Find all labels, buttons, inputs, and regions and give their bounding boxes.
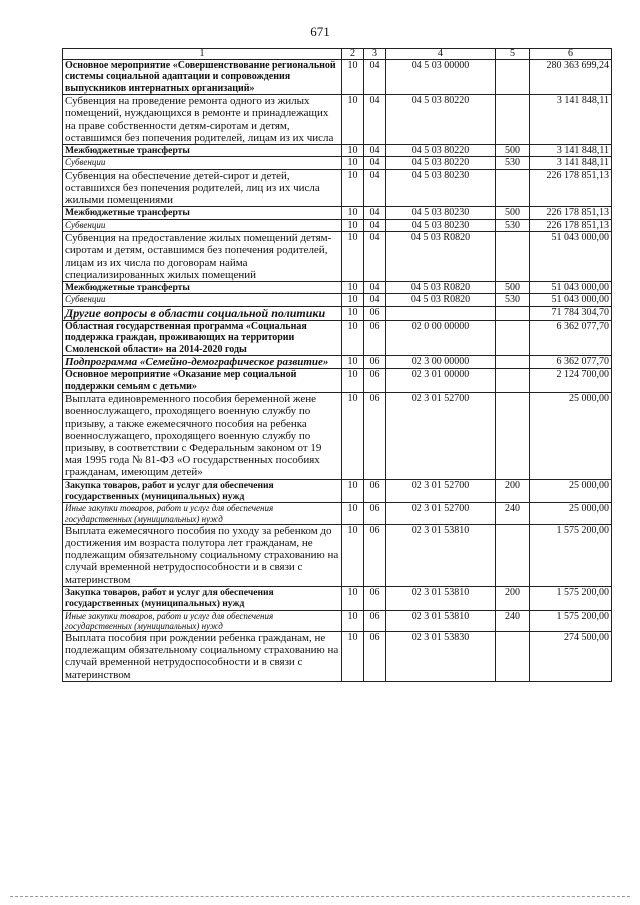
row-name: Другие вопросы в области социальной политики [63, 306, 342, 320]
row-subsection: 06 [364, 632, 386, 682]
row-expense-type [496, 632, 530, 682]
row-section: 10 [342, 610, 364, 631]
header-col-amount: 6 [530, 49, 612, 60]
table-row [63, 369, 612, 393]
row-amount: 280 363 699,24 [530, 60, 612, 95]
row-target-code: 02 3 01 53830 [386, 632, 496, 682]
header-col-expense-type: 5 [496, 49, 530, 60]
row-amount: 25 000,00 [530, 503, 612, 524]
row-name: Основное мероприятие «Совершенствование региональной системы социальной адаптации и сопровождения выпускников интернатных организаций» [63, 60, 342, 95]
row-target-code: 02 3 01 53810 [386, 610, 496, 631]
row-name: Межбюджетные трансферты [63, 282, 342, 294]
row-subsection: 06 [364, 524, 386, 586]
table-row [63, 632, 612, 682]
row-name: Выплата единовременного пособия беременной жене военнослужащего, проходящего военную службу по призыву, а также ежемесячного пособия на ребенка военнослужащего, проходящего военную службу по призыву, в соответствии с Федеральным законом от 19 мая 1995 года № 81-ФЗ «О государственных пособиях гражданам, имеющим детей» [63, 393, 342, 479]
row-name: Областная государственная программа «Социальная поддержка граждан, проживающих на территории Смоленской области» на 2014-2020 годы [63, 320, 342, 355]
row-target-code: 02 3 01 52700 [386, 393, 496, 479]
row-subsection: 04 [364, 232, 386, 282]
row-amount: 226 178 851,13 [530, 169, 612, 207]
budget-table [62, 48, 612, 682]
row-target-code: 02 3 01 52700 [386, 503, 496, 524]
row-amount: 25 000,00 [530, 393, 612, 479]
table-row [63, 306, 612, 320]
row-amount: 3 141 848,11 [530, 157, 612, 169]
row-section: 10 [342, 632, 364, 682]
row-name: Субвенция на проведение ремонта одного из жилых помещений, нуждающихся в ремонте и принадлежащих на праве собственности детям-сиротам и детям, оставшимся без попечения родителей, лицам из их числа [63, 95, 342, 145]
table-row [63, 294, 612, 306]
row-target-code: 04 5 03 00000 [386, 60, 496, 95]
row-section: 10 [342, 356, 364, 369]
row-target-code: 04 5 03 80230 [386, 207, 496, 219]
row-subsection: 04 [364, 145, 386, 157]
row-amount: 1 575 200,00 [530, 586, 612, 610]
row-section: 10 [342, 320, 364, 355]
row-section: 10 [342, 586, 364, 610]
table-row [63, 145, 612, 157]
row-name: Субвенции [63, 219, 342, 231]
table-row [63, 356, 612, 369]
table-row [63, 393, 612, 479]
row-name: Субвенция на обеспечение детей-сирот и детей, оставшихся без попечения родителей, лиц из их числа жилыми помещениями [63, 169, 342, 207]
row-section: 10 [342, 145, 364, 157]
table-body [63, 60, 612, 682]
table-row [63, 503, 612, 524]
table-row [63, 232, 612, 282]
row-amount: 25 000,00 [530, 479, 612, 503]
row-expense-type [496, 95, 530, 145]
table-row [63, 157, 612, 169]
row-expense-type [496, 393, 530, 479]
row-subsection: 04 [364, 207, 386, 219]
table-row [63, 586, 612, 610]
row-target-code: 02 3 00 00000 [386, 356, 496, 369]
row-target-code: 04 5 03 R0820 [386, 294, 496, 306]
row-expense-type: 530 [496, 294, 530, 306]
row-expense-type [496, 369, 530, 393]
row-name: Подпрограмма «Семейно-демографическое развитие» [63, 356, 342, 369]
row-amount: 3 141 848,11 [530, 145, 612, 157]
row-subsection: 04 [364, 282, 386, 294]
row-name: Основное мероприятие «Оказание мер социальной поддержки семьям с детьми» [63, 369, 342, 393]
row-expense-type [496, 356, 530, 369]
row-section: 10 [342, 60, 364, 95]
row-subsection: 06 [364, 356, 386, 369]
row-subsection: 06 [364, 586, 386, 610]
page-number: 671 [310, 24, 330, 39]
row-expense-type [496, 232, 530, 282]
row-expense-type: 500 [496, 282, 530, 294]
row-expense-type: 530 [496, 219, 530, 231]
table-row [63, 60, 612, 95]
row-name: Иные закупки товаров, работ и услуг для обеспечения государственных (муниципальных) нужд [63, 610, 342, 631]
row-amount: 3 141 848,11 [530, 95, 612, 145]
table-row [63, 207, 612, 219]
row-expense-type [496, 169, 530, 207]
row-section: 10 [342, 157, 364, 169]
row-subsection: 06 [364, 479, 386, 503]
row-subsection: 04 [364, 60, 386, 95]
row-expense-type: 530 [496, 157, 530, 169]
row-name: Иные закупки товаров, работ и услуг для обеспечения государственных (муниципальных) нужд [63, 503, 342, 524]
row-expense-type [496, 524, 530, 586]
row-target-code: 02 3 01 53810 [386, 586, 496, 610]
row-amount: 51 043 000,00 [530, 294, 612, 306]
row-section: 10 [342, 219, 364, 231]
row-target-code: 02 3 01 52700 [386, 479, 496, 503]
row-target-code: 02 3 01 53810 [386, 524, 496, 586]
page-bottom-edge [10, 896, 630, 897]
row-expense-type [496, 60, 530, 95]
row-subsection: 04 [364, 157, 386, 169]
row-target-code [386, 306, 496, 320]
row-amount: 226 178 851,13 [530, 207, 612, 219]
row-name: Выплата ежемесячного пособия по уходу за ребенком до достижения им возраста полутора лет гражданам, не подлежащим обязательному социальному страхованию на случай временной нетрудоспособности и в связи с материнством [63, 524, 342, 586]
row-amount: 51 043 000,00 [530, 282, 612, 294]
row-amount: 1 575 200,00 [530, 610, 612, 631]
row-target-code: 04 5 03 80220 [386, 145, 496, 157]
row-expense-type: 500 [496, 207, 530, 219]
header-col-section: 2 [342, 49, 364, 60]
row-subsection: 04 [364, 95, 386, 145]
row-expense-type [496, 320, 530, 355]
row-amount: 1 575 200,00 [530, 524, 612, 586]
table-header-row [63, 49, 612, 60]
row-subsection: 06 [364, 610, 386, 631]
row-name: Выплата пособия при рождении ребенка гражданам, не подлежащим обязательному социальному страхованию на случай временной нетрудоспособности и в связи с материнством [63, 632, 342, 682]
row-target-code: 04 5 03 80230 [386, 219, 496, 231]
row-section: 10 [342, 207, 364, 219]
row-amount: 226 178 851,13 [530, 219, 612, 231]
row-name: Субвенция на предоставление жилых помещений детям-сиротам и детям, оставшимся без попечения родителей, лицам из их числа по договорам найма специализированных жилых помещений [63, 232, 342, 282]
row-subsection: 06 [364, 320, 386, 355]
row-name: Межбюджетные трансферты [63, 145, 342, 157]
row-subsection: 06 [364, 393, 386, 479]
row-expense-type: 200 [496, 586, 530, 610]
row-section: 10 [342, 479, 364, 503]
row-subsection: 06 [364, 503, 386, 524]
header-col-target-code: 4 [386, 49, 496, 60]
row-subsection: 04 [364, 169, 386, 207]
header-col-name: 1 [63, 49, 342, 60]
row-subsection: 04 [364, 294, 386, 306]
row-amount: 6 362 077,70 [530, 356, 612, 369]
row-name: Закупка товаров, работ и услуг для обеспечения государственных (муниципальных) нужд [63, 479, 342, 503]
row-section: 10 [342, 524, 364, 586]
row-section: 10 [342, 232, 364, 282]
row-section: 10 [342, 169, 364, 207]
table-row [63, 169, 612, 207]
row-amount: 6 362 077,70 [530, 320, 612, 355]
table-row [63, 320, 612, 355]
row-target-code: 04 5 03 80230 [386, 169, 496, 207]
row-target-code: 04 5 03 R0820 [386, 282, 496, 294]
row-name: Субвенции [63, 294, 342, 306]
row-expense-type: 240 [496, 503, 530, 524]
row-target-code: 04 5 03 R0820 [386, 232, 496, 282]
row-amount: 2 124 700,00 [530, 369, 612, 393]
table-row [63, 95, 612, 145]
row-name: Закупка товаров, работ и услуг для обеспечения государственных (муниципальных) нужд [63, 586, 342, 610]
row-name: Межбюджетные трансферты [63, 207, 342, 219]
row-amount: 51 043 000,00 [530, 232, 612, 282]
row-expense-type: 240 [496, 610, 530, 631]
row-section: 10 [342, 95, 364, 145]
row-expense-type: 500 [496, 145, 530, 157]
row-section: 10 [342, 306, 364, 320]
table-row [63, 610, 612, 631]
row-section: 10 [342, 369, 364, 393]
row-section: 10 [342, 294, 364, 306]
row-amount: 274 500,00 [530, 632, 612, 682]
row-subsection: 04 [364, 219, 386, 231]
header-col-subsection: 3 [364, 49, 386, 60]
table-row [63, 479, 612, 503]
row-section: 10 [342, 503, 364, 524]
table-row [63, 219, 612, 231]
row-subsection: 06 [364, 306, 386, 320]
row-name: Субвенции [63, 157, 342, 169]
row-section: 10 [342, 282, 364, 294]
row-target-code: 02 0 00 00000 [386, 320, 496, 355]
table-row [63, 524, 612, 586]
row-amount: 71 784 304,70 [530, 306, 612, 320]
row-expense-type [496, 306, 530, 320]
row-target-code: 04 5 03 80220 [386, 157, 496, 169]
row-target-code: 04 5 03 80220 [386, 95, 496, 145]
row-target-code: 02 3 01 00000 [386, 369, 496, 393]
row-subsection: 06 [364, 369, 386, 393]
table-row [63, 282, 612, 294]
row-expense-type: 200 [496, 479, 530, 503]
row-section: 10 [342, 393, 364, 479]
